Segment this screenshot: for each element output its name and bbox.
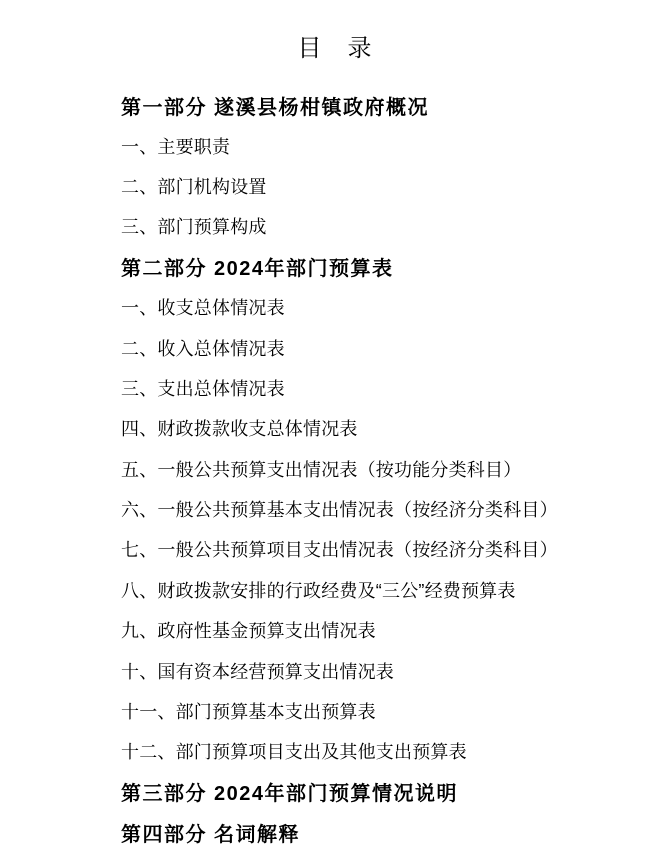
toc-item: 十、国有资本经营预算支出情况表 [121, 661, 394, 682]
toc-section-heading: 第二部分 2024年部门预算表 [121, 258, 394, 281]
toc-item: 四、财政拨款收支总体情况表 [121, 419, 358, 440]
toc-item: 九、政府性基金预算支出情况表 [121, 621, 376, 642]
toc-item: 十一、部门预算基本支出预算表 [121, 702, 376, 723]
toc-item: 一、收支总体情况表 [121, 298, 285, 319]
page-title: 目 录 [297, 35, 373, 62]
toc-item: 八、财政拨款安排的行政经费及“三公”经费预算表 [121, 580, 516, 601]
toc-item: 一、主要职责 [121, 136, 231, 157]
toc-item: 二、收入总体情况表 [121, 338, 285, 359]
toc-section-heading: 第四部分 名词解释 [121, 823, 301, 846]
toc-item: 十二、部门预算项目支出及其他支出预算表 [121, 742, 467, 763]
toc-item: 五、一般公共预算支出情况表（按功能分类科目） [121, 459, 522, 480]
toc-section-heading: 第一部分 遂溪县杨柑镇政府概况 [121, 96, 430, 119]
toc-item: 三、部门预算构成 [121, 217, 267, 238]
toc-item: 二、部门机构设置 [121, 176, 267, 197]
toc-item: 六、一般公共预算基本支出情况表（按经济分类科目） [121, 500, 558, 521]
toc-item: 七、一般公共预算项目支出情况表（按经济分类科目） [121, 540, 558, 561]
toc-list [121, 85, 650, 852]
toc-section-heading: 第三部分 2024年部门预算情况说明 [121, 783, 459, 806]
toc-item: 三、支出总体情况表 [121, 378, 285, 399]
